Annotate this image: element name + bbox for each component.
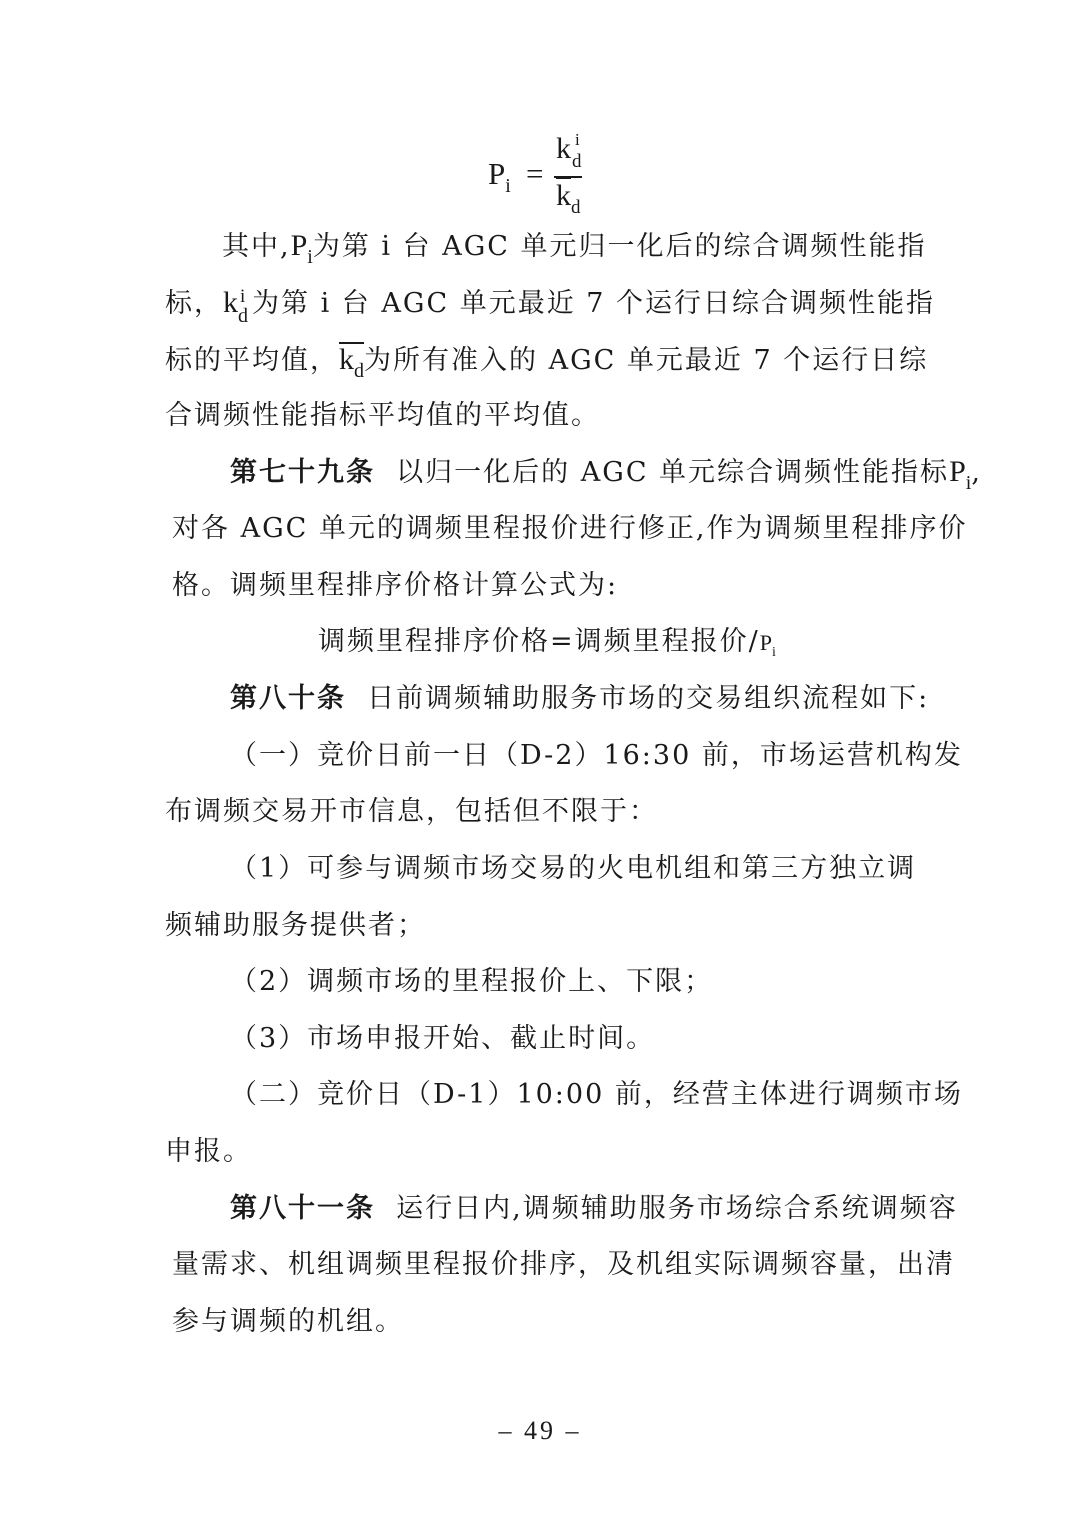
formula-pi: [488, 132, 608, 222]
text-line-14: （2）调频市场的里程报价上、下限；: [230, 966, 714, 997]
formula-numerator: k i d: [556, 130, 582, 172]
text-line-11: 布调频交易开市信息，包括但不限于：: [165, 796, 658, 827]
text-line-17: 申报。: [165, 1136, 252, 1167]
article-81-heading: 第八十一条: [230, 1193, 375, 1224]
text-line-4: 合调频性能指标平均值的平均值。: [165, 400, 600, 431]
article-80-line: 第八十条 日前调频辅助服务市场的交易组织流程如下:: [230, 683, 930, 714]
article-81-line: 第八十一条 运行日内,调频辅助服务市场综合系统调频容: [230, 1193, 958, 1224]
text-line-3: 标的平均值，$k_d$为所有准入的 AGC 单元最近 7 个运行日综: [165, 343, 929, 382]
text-line-1: 其中$,P_i$为第 i 台 AGC 单元归一化后的综合调频性能指: [222, 229, 927, 268]
page-number: – 49 –: [498, 1416, 582, 1445]
text-line-12: （1）可参与调频市场交易的火电机组和第三方独立调: [230, 853, 917, 884]
article-79-heading: 第七十九条: [230, 457, 375, 488]
formula-denominator: $k_d$: [556, 179, 581, 218]
text-line-16: （二）竞价日（D-1）10:00 前，经营主体进行调频市场: [230, 1079, 963, 1110]
formula-line-ranking-price: 调频里程排序价格=调频里程报价$/P_i$: [318, 626, 776, 660]
text-line-13: 频辅助服务提供者；: [165, 910, 426, 941]
text-line-15: （3）市场申报开始、截止时间。: [230, 1023, 656, 1054]
text-line-20: 参与调频的机组。: [172, 1306, 404, 1337]
article-79-line: 第七十九条 以归一化后的 AGC 单元综合调频性能指标$P_i$,: [230, 455, 982, 494]
text-line-10: （一）竞价日前一日（D-2）16:30 前，市场运营机构发: [230, 740, 963, 771]
text-line-6: 对各 AGC 单元的调频里程报价进行修正,作为调频里程排序价: [172, 513, 968, 544]
text-line-2: 标，k i d 为第 i 台 AGC 单元最近 7 个运行日综合调频性能指: [165, 286, 936, 327]
text-line-19: 量需求、机组调频里程报价排序，及机组实际调频容量，出清: [172, 1249, 955, 1280]
formula-lhs: $P_i$: [488, 156, 511, 197]
article-80-heading: 第八十条: [230, 683, 346, 714]
formula-equals: =: [526, 156, 544, 191]
text-line-7: 格。调频里程排序价格计算公式为:: [172, 570, 619, 601]
